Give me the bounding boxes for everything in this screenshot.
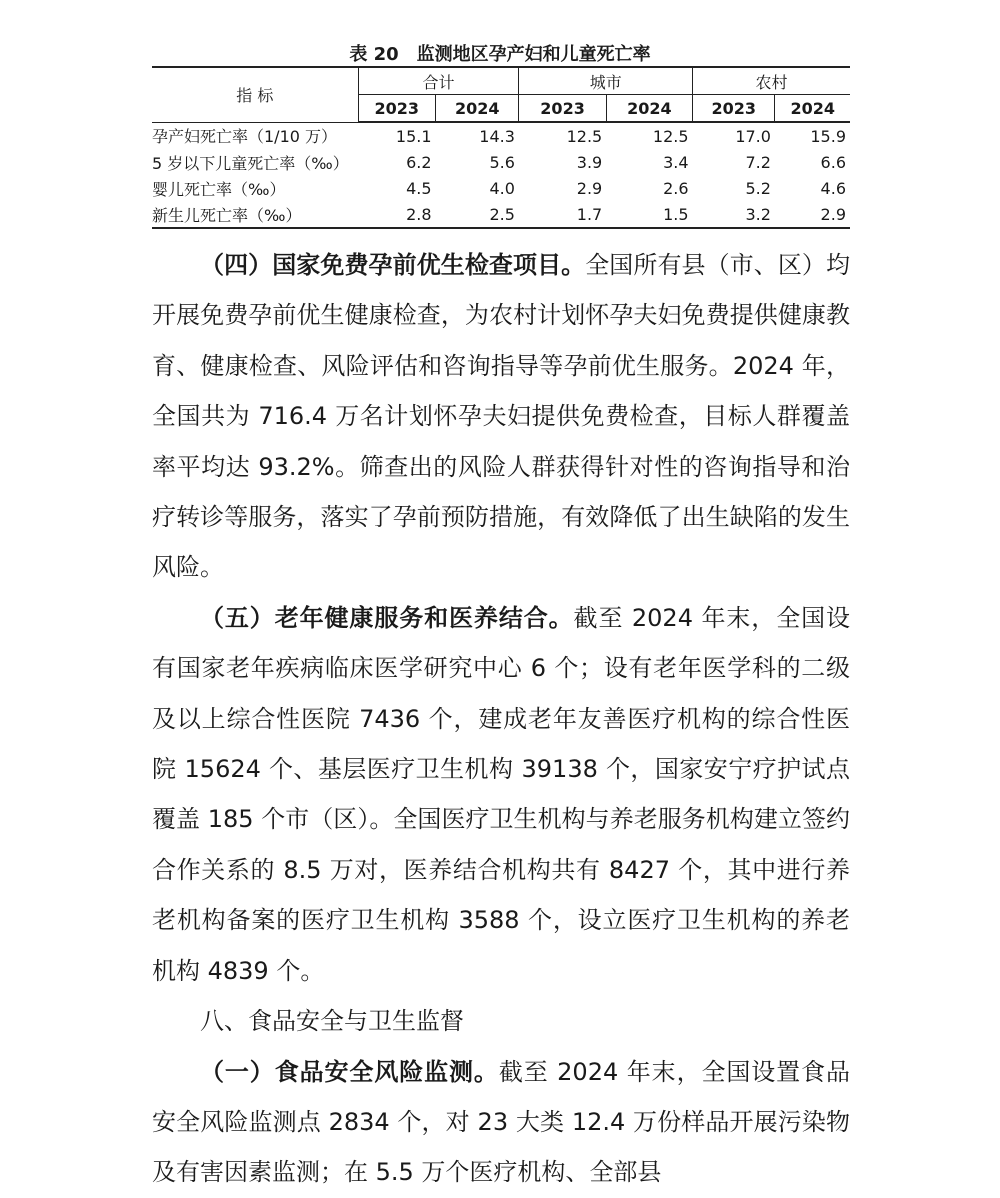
indicator-header: 指 标 [152,67,358,122]
paragraph-lead: （五）老年健康服务和医养结合。 [200,603,574,632]
heading-text: 八、食品安全与卫生监督 [200,1007,464,1036]
cell-value: 5.2 [745,178,771,198]
year-header: 2023 [693,95,775,123]
cell-value: 4.6 [820,178,846,198]
cell-value: 17.0 [735,126,771,146]
section-heading [152,996,850,1046]
cell-value: 3.2 [745,204,771,224]
row-label: 新生儿死亡率（‰） [152,205,302,225]
row-label: 孕产妇死亡率（1/10 万） [152,127,338,147]
group-header: 农村 [693,67,850,95]
cell-value: 12.5 [566,126,603,146]
cell-value: 15.9 [810,126,846,146]
year-header: 2024 [775,95,850,123]
cell-value: 4.5 [406,178,432,198]
table-row [152,201,850,228]
cell-value: 2.5 [489,204,515,224]
cell-value: 4.0 [489,178,515,198]
cell-value: 7.2 [745,152,771,172]
table-title: 表 20 监测地区孕产妇和儿童死亡率 [349,44,651,65]
cell-value: 2.6 [663,178,689,198]
paragraph-text: 截至 2024 年末，全国设置食品安全风险监测点 2834 个，对 23 大类 12.4 万份样品开展污染物及有害因素监测；在 5.5 万个医疗机构、全部县 [152,1057,850,1187]
cell-value: 14.3 [479,126,515,146]
cell-value: 1.5 [663,204,689,224]
group-header: 城市 [519,67,693,95]
row-label: 5 岁以下儿童死亡率（‰） [152,153,349,173]
paragraph-text: 全国所有县（市、区）均开展免费孕前优生健康检查，为农村计划怀孕夫妇免费提供健康教育、健康检查、风险评估和咨询指导等孕前优生服务。2024 年，全国共为 716.4 万名计划怀孕夫妇提供免费检查，目标人群覆盖率平均达 93.2%。筛查出的风险人群获得针对性的咨询指导和治疗转诊等服务，落实了孕前预防措施，有效降低了出生缺陷的发生风险。 [152,251,851,582]
cell-value: 2.9 [820,204,846,224]
cell-value: 15.1 [395,126,432,146]
cell-value: 6.2 [406,152,432,172]
year-header: 2023 [358,95,435,123]
paragraph-lead: （四）国家免费孕前优生检查项目。 [200,251,586,279]
paragraph-lead: （一）食品安全风险监测。 [200,1057,499,1086]
group-header: 合计 [358,67,519,95]
year-header: 2024 [436,95,519,123]
mortality-table [152,66,850,229]
cell-value: 3.4 [663,152,689,172]
paragraph-text: 截至 2024 年末，全国设有国家老年疾病临床医学研究中心 6 个；设有老年医学科的二级及以上综合性医院 7436 个，建成老年友善医疗机构的综合性医院 15624 个、基层医疗卫生机构 39138 个，国家安宁疗护试点覆盖 185 个市（区）。全国医疗卫生机构与养老服务机构建立签约合作关系的 8.5 万对，医养结合机构共有 8427 个，其中进行养老机构备案的医疗卫生机构 3588 个，设立医疗卫生机构的养老机构 4839 个。 [152,603,851,985]
cell-value: 3.9 [576,152,603,172]
cell-value: 5.6 [489,152,515,172]
cell-value: 2.8 [406,204,432,224]
row-label: 婴儿死亡率（‰） [152,179,286,199]
table-row [152,122,850,149]
cell-value: 2.9 [576,178,603,198]
paragraph [152,593,850,996]
year-header: 2023 [519,95,606,123]
cell-value: 1.7 [576,204,603,224]
paragraph [152,240,850,593]
year-header: 2024 [606,95,692,123]
table-row [152,149,850,175]
body-text [152,240,850,1198]
paragraph [152,1047,850,1198]
table-row [152,175,850,201]
cell-value: 6.6 [820,152,846,172]
cell-value: 12.5 [652,126,689,146]
